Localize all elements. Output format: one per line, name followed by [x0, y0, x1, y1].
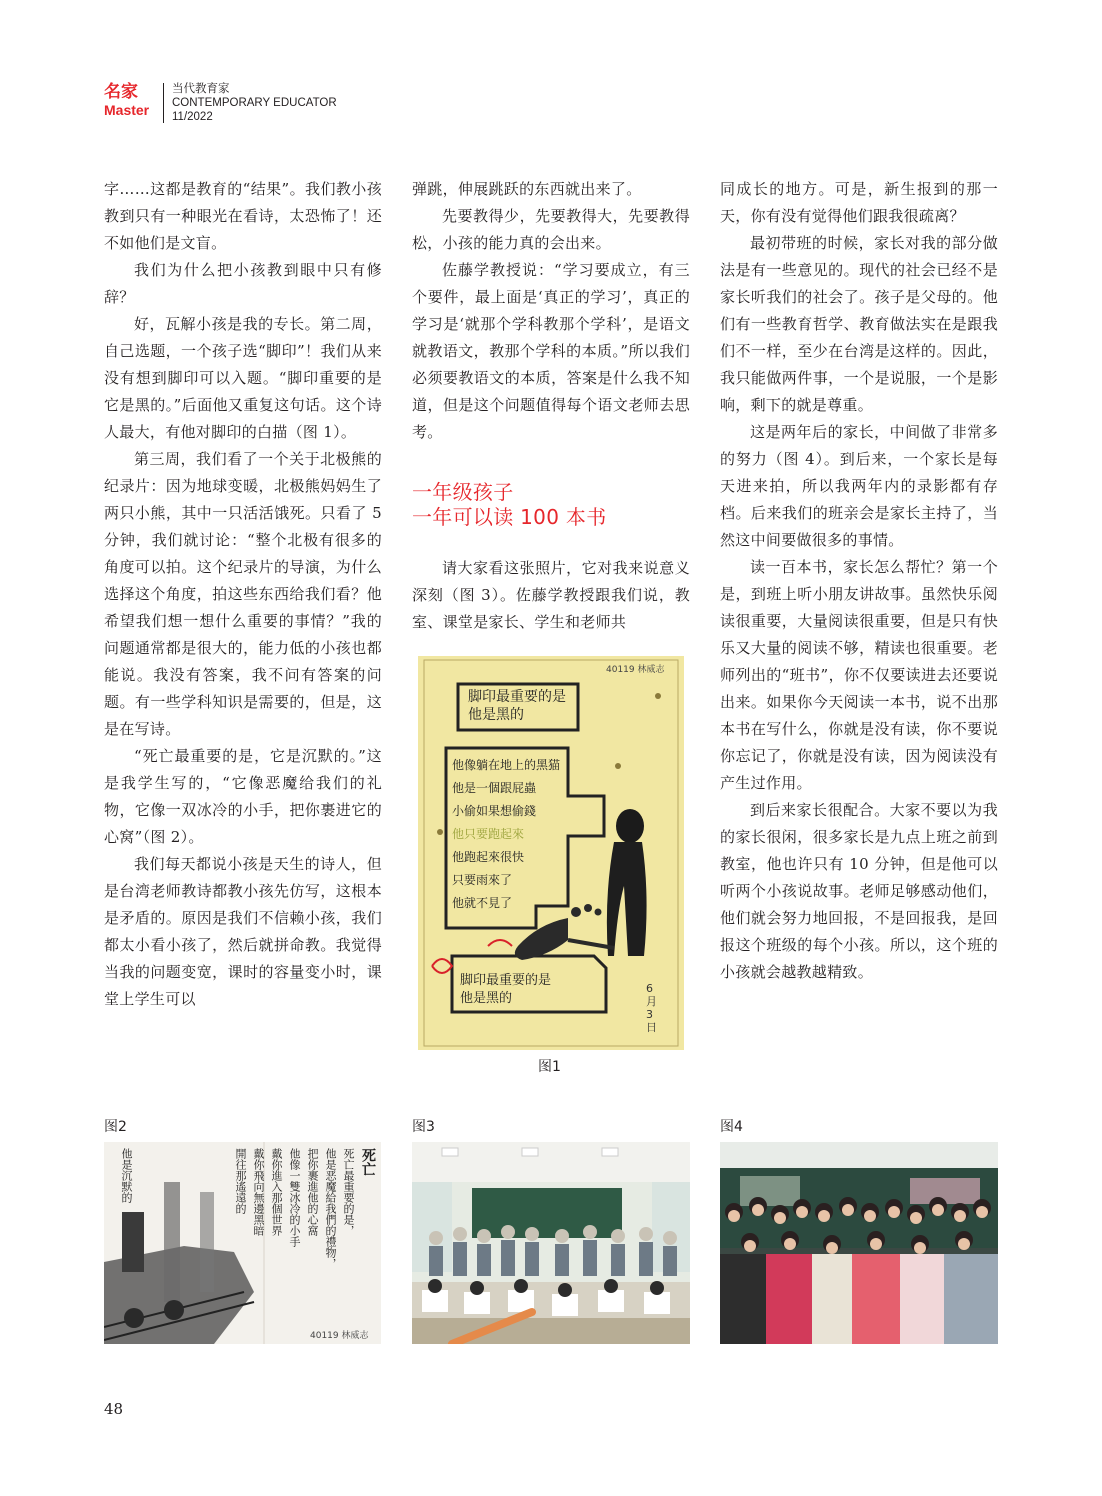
- section-heading-line-2: 一年可以读 100 本书: [412, 505, 607, 529]
- journal-title-cn: 当代教育家: [172, 83, 230, 95]
- poem-column: 他是沉默的: [120, 1148, 133, 1203]
- figure-3-caption: 图3: [412, 1119, 435, 1135]
- date-tag: 6月3日: [646, 982, 657, 1034]
- paragraph: 请大家看这张照片，它对我来说意义深刻（图 3）。佐藤学教授跟我们说，教室、课堂是家长、学生和老师共: [412, 559, 690, 631]
- drawing-line: 他像躺在地上的黑猫: [452, 758, 561, 772]
- figure-4-caption: 图4: [720, 1119, 743, 1135]
- drawing-line: 小偷如果想偷錢: [452, 804, 537, 818]
- section-heading-line-1: 一年级孩子: [412, 480, 514, 504]
- drawing-line: 只要雨來了: [452, 873, 513, 887]
- paragraph: 先要教得少，先要教得大，先要教得松，小孩的能力真的会出来。: [412, 207, 690, 252]
- figure-4-artwork: [720, 1142, 998, 1344]
- journal-title-en: CONTEMPORARY EDUCATOR: [172, 97, 337, 109]
- page-number: 48: [104, 1400, 124, 1418]
- figure-1-student-drawing: [418, 656, 684, 1050]
- figure-2-caption: 图2: [104, 1119, 127, 1135]
- article-column-2: [412, 176, 690, 636]
- poem-column: 他是恶魔給我們的禮物，: [324, 1148, 337, 1269]
- section-label-en: Master: [104, 102, 150, 118]
- paragraph: 最初带班的时候，家长对我的部分做法是有一些意见的。现代的社会已经不是家长听我们的社会了。孩子是父母的。他们有一些教育哲学、教育做法实在是跟我们不一样，至少在台湾是这样的。因此，我只能做两件事，一个是说服，一个是影响，剩下的就是尊重。: [720, 234, 998, 414]
- paragraph: 好，瓦解小孩是我的专长。第二周，自己选题，一个孩子选“脚印”！我们从来没有想到脚印可以入题。“脚印重要的是它是黑的。”后面他又重复这句话。这个诗人最大，有他对脚印的白描（图 1）。: [104, 315, 382, 441]
- figure-3-artwork: [412, 1142, 690, 1344]
- paragraph: 我们为什么把小孩教到眼中只有修辞？: [104, 261, 382, 306]
- poem-column: 他像一雙冰冷的小手: [288, 1148, 301, 1247]
- section-label-cn: 名家: [104, 82, 138, 102]
- header-divider: [163, 83, 164, 123]
- drawing-line: 脚印最重要的是: [468, 689, 566, 705]
- paragraph: 第三周，我们看了一个关于北极熊的纪录片：因为地球变暖，北极熊妈妈生了两只小熊，其中一只活活饿死。只看了 5 分钟，我们就讨论：“整个北极有很多的角度可以拍。这个纪录片的导演，为什么选择这个角度，拍这些东西给我们看？他希望我们想一想什么重要的事情？”我的问题通常都是很大的，能力低的小孩也都能说。我没有答案，我不问有答案的问题。有一些学科知识是需要的，但是，这是在写诗。: [104, 450, 382, 738]
- poem-column: 死亡最重要的是，: [342, 1148, 355, 1236]
- drawing-line: 他跑起來很快: [452, 850, 525, 864]
- paragraph: “死亡最重要的是，它是沉默的。”这是我学生写的，“它像恶魔给我们的礼物，它像一双冰冷的小手，把你裹进它的心窝”（图 2）。: [104, 747, 382, 846]
- paragraph: 到后来家长很配合。大家不要以为我的家长很闲，很多家长是九点上班之前到教室，他也许只有 10 分钟，但是他可以听两个小孩说故事。老师足够感动他们，他们就会努力地回报，不是回报我，是回报这个班级的每个小孩。所以，这个班的小孩就会越教越精致。: [720, 801, 998, 981]
- article-column-1: [104, 176, 382, 1013]
- drawing-line: 他是黑的: [460, 991, 513, 1006]
- student-tag: 40119 林威志: [606, 665, 665, 675]
- poem-column: 把你裹進他的心窩: [306, 1148, 319, 1236]
- poem-column: 戴你飛向無邊黑暗: [252, 1148, 265, 1236]
- issue-number: 11/2022: [172, 111, 213, 123]
- drawing-line: 他是一個跟屁蟲: [452, 781, 537, 795]
- drawing-line: 他是黑的: [468, 707, 524, 723]
- paragraph: 我们每天都说小孩是天生的诗人，但是台湾老师教诗都教小孩先仿写，这根本是矛盾的。原因是我们不信赖小孩，我们都太小看小孩了，然后就拼命教。我觉得当我的问题变宽，课时的容量变小时，课堂上学生可以: [104, 855, 382, 1008]
- drawing-line: 他只要跑起來: [452, 827, 525, 841]
- student-tag: 40119 林威志: [310, 1331, 369, 1341]
- drawing-line: 他就不見了: [452, 896, 513, 910]
- journal-info: [172, 82, 337, 124]
- poem-column: 戴你進入那個世界: [270, 1148, 283, 1236]
- section-label: [104, 82, 149, 118]
- drawing-line: 脚印最重要的是: [460, 973, 552, 988]
- paragraph: 佐藤学教授说：“学习要成立，有三个要件，最上面是‘真正的学习’，真正的学习是‘就那个学科教那个学科’，是语文就教语文，教那个学科的本质。”所以我们必须要教语文的本质，答案是什么我不知道，但是这个问题值得每个语文老师去思考。: [412, 261, 690, 441]
- poem-column: 開往那遙遠的: [234, 1148, 247, 1214]
- paragraph: 读一百本书，家长怎么帮忙？第一个是，到班上听小朋友讲故事。虽然快乐阅读很重要，大量阅读很重要，但是只有快乐又大量的阅读不够，精读也很重要。老师列出的“班书”，你不仅要读进去还要说出来。如果你今天阅读一本书，说不出那本书在写什么，你就是没有读，你不要说你忘记了，你就是没有读，因为阅读没有产生过作用。: [720, 558, 998, 792]
- article-column-3: [720, 176, 998, 986]
- paragraph: 字……这都是教育的“结果”。我们教小孩教到只有一种眼光在看诗，太恐怖了！还不如他们是文盲。: [104, 180, 382, 252]
- poem-column: 死亡: [360, 1148, 376, 1176]
- figure-1-caption: 图1: [538, 1059, 561, 1075]
- figure-2-poem-drawing: [104, 1142, 381, 1344]
- section-heading: [412, 480, 690, 530]
- paragraph: 弹跳，伸展跳跃的东西就出来了。: [412, 180, 642, 198]
- figure-4-parents-photo: [720, 1142, 998, 1344]
- paragraph: 同成长的地方。可是，新生报到的那一天，你有没有觉得他们跟我很疏离？: [720, 180, 998, 225]
- figure-3-classroom-photo: [412, 1142, 690, 1344]
- paragraph: 这是两年后的家长，中间做了非常多的努力（图 4）。到后来，一个家长是每天进来拍，所以我两年内的录影都有存档。后来我们的班亲会是家长主持了，当然这中间要做很多的事情。: [720, 423, 998, 549]
